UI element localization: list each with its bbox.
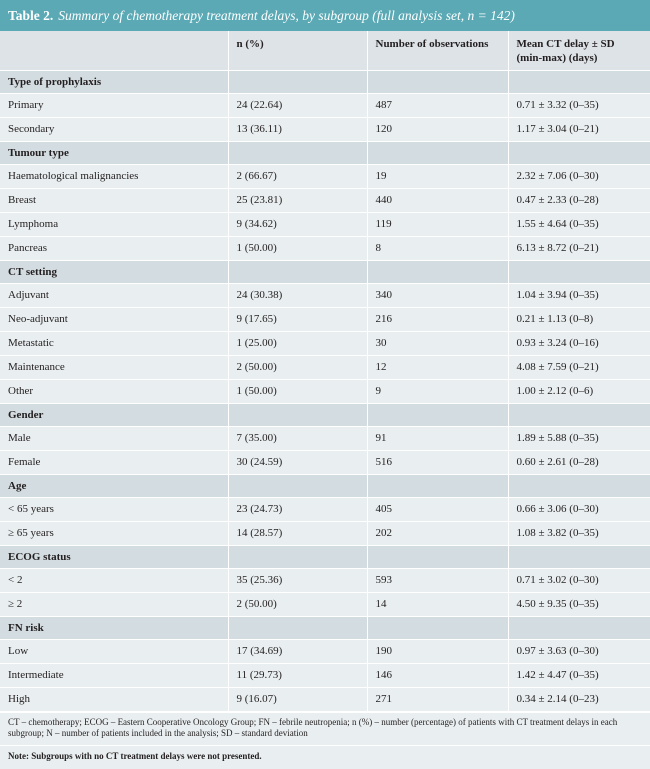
observations-cell: 30: [367, 331, 508, 355]
table-row: [0, 663, 650, 687]
subgroup-cell: Adjuvant: [0, 283, 228, 307]
subgroup-cell: Primary: [0, 93, 228, 117]
header-cell-observations: Number of observations: [367, 31, 508, 70]
n-percent-cell: 1 (50.00): [228, 236, 367, 260]
n-percent-cell: 1 (50.00): [228, 379, 367, 403]
observations-cell: 14: [367, 592, 508, 616]
table-row: [0, 236, 650, 260]
mean-delay-cell: 0.66 ± 3.06 (0–30): [508, 497, 650, 521]
subgroup-cell: < 65 years: [0, 497, 228, 521]
group-row: [0, 616, 650, 639]
subgroup-cell: ≥ 2: [0, 592, 228, 616]
subgroup-cell: High: [0, 687, 228, 711]
table-row: [0, 117, 650, 141]
subgroup-cell: ≥ 65 years: [0, 521, 228, 545]
n-percent-cell: 24 (30.38): [228, 283, 367, 307]
mean-delay-cell: 0.60 ± 2.61 (0–28): [508, 450, 650, 474]
observations-cell: 593: [367, 568, 508, 592]
group-empty-cell: [367, 141, 508, 164]
table-row: [0, 307, 650, 331]
table-row: [0, 379, 650, 403]
group-empty-cell: [508, 141, 650, 164]
subgroup-cell: Breast: [0, 188, 228, 212]
table-row: [0, 687, 650, 711]
mean-delay-cell: 1.89 ± 5.88 (0–35): [508, 426, 650, 450]
group-empty-cell: [367, 474, 508, 497]
mean-delay-cell: 1.42 ± 4.47 (0–35): [508, 663, 650, 687]
table-title: [0, 0, 650, 31]
subgroup-cell: Pancreas: [0, 236, 228, 260]
table-row: [0, 426, 650, 450]
mean-delay-cell: 0.47 ± 2.33 (0–28): [508, 188, 650, 212]
mean-delay-cell: 1.55 ± 4.64 (0–35): [508, 212, 650, 236]
subgroup-cell: Low: [0, 639, 228, 663]
n-percent-cell: 35 (25.36): [228, 568, 367, 592]
subgroup-cell: < 2: [0, 568, 228, 592]
table-row: [0, 93, 650, 117]
subgroup-cell: Metastatic: [0, 331, 228, 355]
group-empty-cell: [228, 403, 367, 426]
table-row: [0, 497, 650, 521]
mean-delay-cell: 0.71 ± 3.32 (0–35): [508, 93, 650, 117]
mean-delay-cell: 1.17 ± 3.04 (0–21): [508, 117, 650, 141]
table-row: [0, 331, 650, 355]
group-empty-cell: [228, 474, 367, 497]
group-empty-cell: [228, 141, 367, 164]
group-row: [0, 403, 650, 426]
observations-cell: 8: [367, 236, 508, 260]
subgroup-cell: Haematological malignancies: [0, 164, 228, 188]
header-cell-mean-delay: Mean CT delay ± SD (min-max) (days): [508, 31, 650, 70]
group-row: [0, 70, 650, 93]
observations-cell: 216: [367, 307, 508, 331]
table-footnote: CT – chemotherapy; ECOG – Eastern Cooperative Oncology Group; FN – febrile neutropenia; n (%) – number (percentage) of patients with CT treatment delays in each subgroup; N – number of patients included in the analysis; SD – standard deviation: [0, 712, 650, 745]
n-percent-cell: 9 (16.07): [228, 687, 367, 711]
subgroup-cell: Neo-adjuvant: [0, 307, 228, 331]
table-row: [0, 283, 650, 307]
observations-cell: 146: [367, 663, 508, 687]
table-row: [0, 639, 650, 663]
mean-delay-cell: 1.04 ± 3.94 (0–35): [508, 283, 650, 307]
subgroup-cell: Intermediate: [0, 663, 228, 687]
observations-cell: 487: [367, 93, 508, 117]
table-body: [0, 70, 650, 711]
table-row: [0, 592, 650, 616]
table-row: [0, 355, 650, 379]
mean-delay-cell: 0.21 ± 1.13 (0–8): [508, 307, 650, 331]
table-row: [0, 568, 650, 592]
n-percent-cell: 17 (34.69): [228, 639, 367, 663]
n-percent-cell: 9 (34.62): [228, 212, 367, 236]
observations-cell: 9: [367, 379, 508, 403]
group-label: ECOG status: [0, 545, 228, 568]
group-empty-cell: [508, 545, 650, 568]
group-label: Age: [0, 474, 228, 497]
table-row: [0, 164, 650, 188]
group-empty-cell: [508, 474, 650, 497]
subgroup-cell: Lymphoma: [0, 212, 228, 236]
n-percent-cell: 25 (23.81): [228, 188, 367, 212]
table-title-lead: Table 2.: [8, 7, 54, 23]
mean-delay-cell: 2.32 ± 7.06 (0–30): [508, 164, 650, 188]
mean-delay-cell: 0.93 ± 3.24 (0–16): [508, 331, 650, 355]
group-empty-cell: [228, 260, 367, 283]
observations-cell: 190: [367, 639, 508, 663]
data-table: [0, 31, 650, 712]
n-percent-cell: 23 (24.73): [228, 497, 367, 521]
group-empty-cell: [367, 70, 508, 93]
subgroup-cell: Secondary: [0, 117, 228, 141]
group-label: CT setting: [0, 260, 228, 283]
group-row: [0, 474, 650, 497]
mean-delay-cell: 4.08 ± 7.59 (0–21): [508, 355, 650, 379]
n-percent-cell: 1 (25.00): [228, 331, 367, 355]
observations-cell: 340: [367, 283, 508, 307]
group-label: FN risk: [0, 616, 228, 639]
n-percent-cell: 14 (28.57): [228, 521, 367, 545]
observations-cell: 119: [367, 212, 508, 236]
table-title-caption: Summary of chemotherapy treatment delays, by subgroup (full analysis set, n = 142): [58, 7, 515, 23]
mean-delay-cell: 1.08 ± 3.82 (0–35): [508, 521, 650, 545]
group-empty-cell: [508, 616, 650, 639]
observations-cell: 120: [367, 117, 508, 141]
n-percent-cell: 2 (50.00): [228, 592, 367, 616]
observations-cell: 405: [367, 497, 508, 521]
n-percent-cell: 24 (22.64): [228, 93, 367, 117]
header-cell-n-percent: n (%): [228, 31, 367, 70]
observations-cell: 271: [367, 687, 508, 711]
group-label: Tumour type: [0, 141, 228, 164]
observations-cell: 516: [367, 450, 508, 474]
header-cell-subgroup: [0, 31, 228, 70]
observations-cell: 12: [367, 355, 508, 379]
n-percent-cell: 2 (66.67): [228, 164, 367, 188]
observations-cell: 202: [367, 521, 508, 545]
group-label: Gender: [0, 403, 228, 426]
table-note: Note: Subgroups with no CT treatment delays were not presented.: [0, 745, 650, 769]
group-empty-cell: [508, 70, 650, 93]
subgroup-cell: Female: [0, 450, 228, 474]
table-row: [0, 521, 650, 545]
n-percent-cell: 7 (35.00): [228, 426, 367, 450]
group-label: Type of prophylaxis: [0, 70, 228, 93]
group-empty-cell: [367, 545, 508, 568]
group-empty-cell: [228, 70, 367, 93]
group-row: [0, 260, 650, 283]
observations-cell: 91: [367, 426, 508, 450]
n-percent-cell: 11 (29.73): [228, 663, 367, 687]
group-empty-cell: [367, 403, 508, 426]
n-percent-cell: 9 (17.65): [228, 307, 367, 331]
mean-delay-cell: 1.00 ± 2.12 (0–6): [508, 379, 650, 403]
observations-cell: 440: [367, 188, 508, 212]
table-row: [0, 212, 650, 236]
group-empty-cell: [228, 545, 367, 568]
subgroup-cell: Maintenance: [0, 355, 228, 379]
n-percent-cell: 30 (24.59): [228, 450, 367, 474]
n-percent-cell: 13 (36.11): [228, 117, 367, 141]
mean-delay-cell: 0.97 ± 3.63 (0–30): [508, 639, 650, 663]
mean-delay-cell: 4.50 ± 9.35 (0–35): [508, 592, 650, 616]
table-row: [0, 188, 650, 212]
subgroup-cell: Male: [0, 426, 228, 450]
group-empty-cell: [228, 616, 367, 639]
header-row: [0, 31, 650, 70]
group-row: [0, 545, 650, 568]
subgroup-cell: Other: [0, 379, 228, 403]
observations-cell: 19: [367, 164, 508, 188]
group-row: [0, 141, 650, 164]
mean-delay-cell: 6.13 ± 8.72 (0–21): [508, 236, 650, 260]
table-row: [0, 450, 650, 474]
mean-delay-cell: 0.34 ± 2.14 (0–23): [508, 687, 650, 711]
n-percent-cell: 2 (50.00): [228, 355, 367, 379]
mean-delay-cell: 0.71 ± 3.02 (0–30): [508, 568, 650, 592]
group-empty-cell: [367, 260, 508, 283]
group-empty-cell: [508, 260, 650, 283]
group-empty-cell: [367, 616, 508, 639]
group-empty-cell: [508, 403, 650, 426]
